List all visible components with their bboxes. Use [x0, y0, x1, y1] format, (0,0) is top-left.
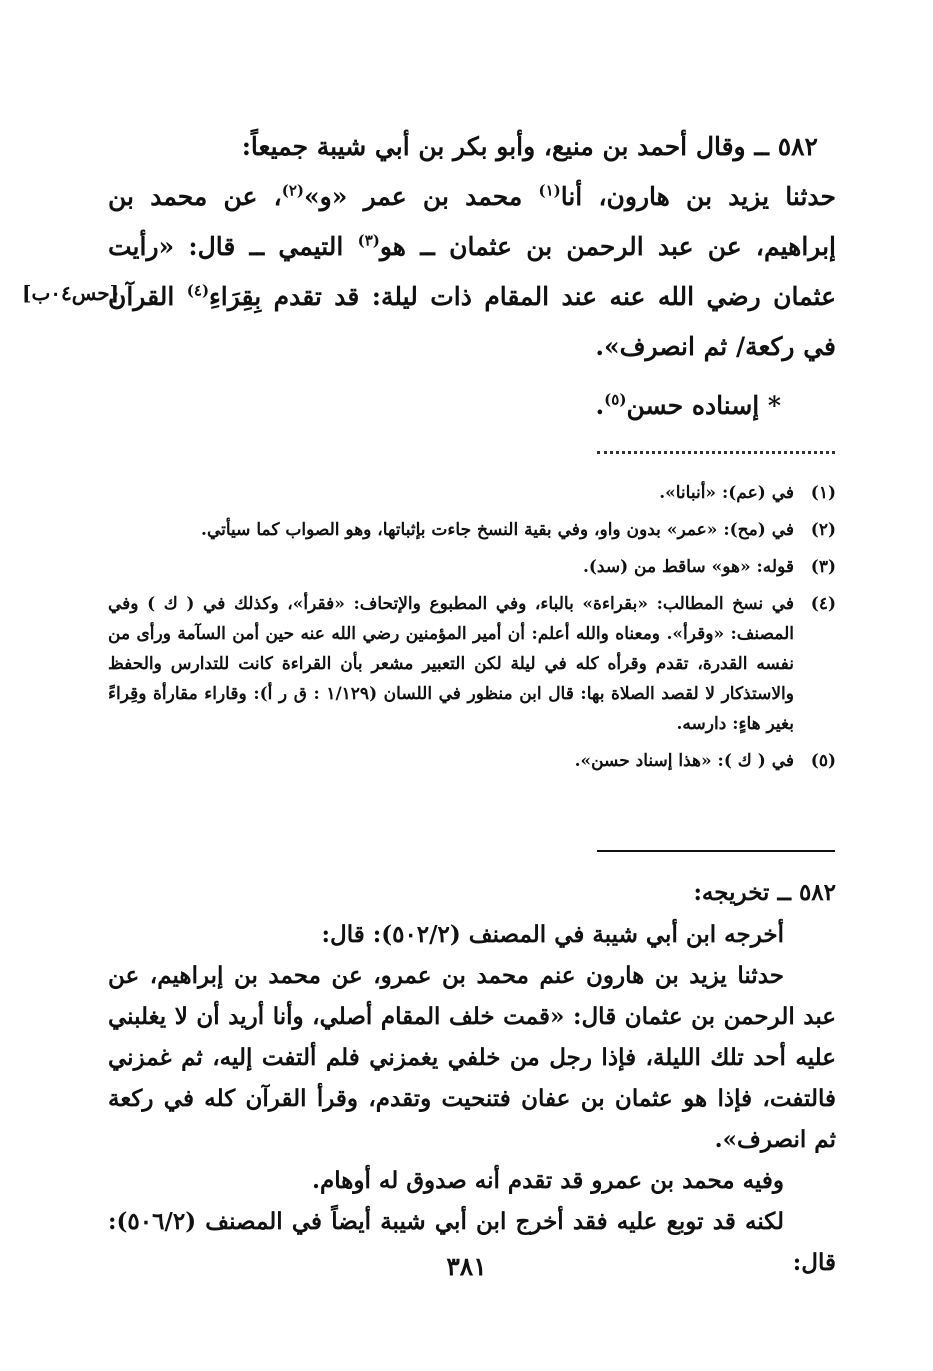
hadith-text-part: القرآن في ركعة/ ثم انصرف». [108, 282, 836, 361]
footnotes [108, 478, 836, 783]
footnote-separator [597, 451, 835, 454]
footnote-text: في (مح): «عمر» بدون واو، وفي بقية النسخ جاءت بإثباتها، وهو الصواب كما سيأتي. [201, 520, 794, 540]
footnote-marker: (١) [538, 181, 561, 200]
footnote-marker: (٣) [357, 231, 380, 250]
footnote-text: في ( ك ): «هذا إسناد حسن». [574, 751, 794, 771]
footnote-text: قوله: «هو» ساقط من (سد). [582, 557, 794, 577]
footnote-text: في (عم): «أنبانا». [659, 483, 794, 503]
grade-end: . [595, 391, 605, 420]
footnote [108, 746, 836, 776]
footnote-marker: (٢) [281, 181, 305, 200]
hadith-text-part: محمد بن عمر «و» [304, 182, 539, 211]
hadith-text [108, 122, 836, 428]
takhrij-paragraph: لكنه قد توبع عليه فقد أخرج ابن أبي شيبة أيضاً في المصنف (٥٠٦/٢): قال: [108, 1208, 836, 1276]
takhrij-section [108, 872, 836, 1283]
section-divider [597, 850, 835, 852]
takhrij-heading: ٥٨٢ ــ تخريجه: [693, 879, 836, 906]
footnote [108, 552, 836, 582]
manuscript-folio-reference: [حس٠٤ب] [22, 281, 120, 305]
footnote-number: (١) [810, 483, 836, 503]
hadith-text-part: ، عن محمد بن إبراهيم، عن عبد الرحمن بن عثمان ــ هو [108, 182, 836, 261]
footnote [108, 478, 836, 508]
footnote-number: (٣) [810, 557, 836, 577]
hadith-intro-line: ٥٨٢ ــ وقال أحمد بن منيع، وأبو بكر بن أبي شيبة جميعاً: [241, 132, 818, 161]
takhrij-paragraph: وفيه محمد بن عمرو قد تقدم أنه صدوق له أوهام. [311, 1167, 784, 1194]
hadith-text-part: حدثنا يزيد بن هارون، أنا [560, 182, 836, 211]
footnote-number: (٢) [810, 520, 836, 540]
hadith-text-part: التيمي ــ قال: «رأيت عثمان رضي الله عنه عند المقام ذات ليلة: قد تقدم بِقِرَاءِ [108, 232, 837, 311]
footnote-number: (٤) [810, 594, 836, 614]
page-number: ٣٨١ [446, 1252, 487, 1281]
isnad-grade [108, 384, 836, 428]
footnote-marker: (٥) [604, 390, 627, 409]
footnote-number: (٥) [810, 751, 836, 771]
takhrij-paragraph: أخرجه ابن أبي شيبة في المصنف (٥٠٢/٢): قال: [321, 921, 784, 948]
grade-text: * إسناده حسن [626, 391, 781, 420]
footnote [108, 515, 836, 545]
hadith-isnad-matn [108, 172, 836, 372]
footnote-text: في نسخ المطالب: «بقراءة» بالباء، وفي المطبوع والإتحاف: «فقرأ»، وكذلك في ( ك ) وفي المصنف: «وقرأ». ومعناه والله أعلم: أن أمير المؤمنين رضي الله عنه حين أمن السآمة ورأى من نفسه القدرة، تقدم وقرأه كله في ليلة لكن التعبير مشعر بأن القراءة كانت للتدارس والحفظ والاستذكار لا لقصد الصلاة بها: قال ابن منظور في اللسان (١/١٢٩ : ق ر أ): وقاراء مقارأة وقِراءً بغير هاءٍ: دارسه. [108, 594, 794, 734]
takhrij-paragraph: حدثنا يزيد بن هارون عنم محمد بن عمرو، عن محمد بن إبراهيم، عن عبد الرحمن بن عثمان قال: «قمت خلف المقام أصلي، وأنا أريد أن لا يغلبني عليه أحد تلك الليلة، فإذا رجل من خلفي يغمزني فلم ألتفت إليه، ثم غمزني فالتفت، فإذا هو عثمان بن عفان فتنحيت وتقدم، وقرأ القرآن كله في ركعة ثم انصرف». [108, 962, 836, 1153]
footnote [108, 589, 836, 739]
footnote-marker: (٤) [186, 281, 210, 300]
